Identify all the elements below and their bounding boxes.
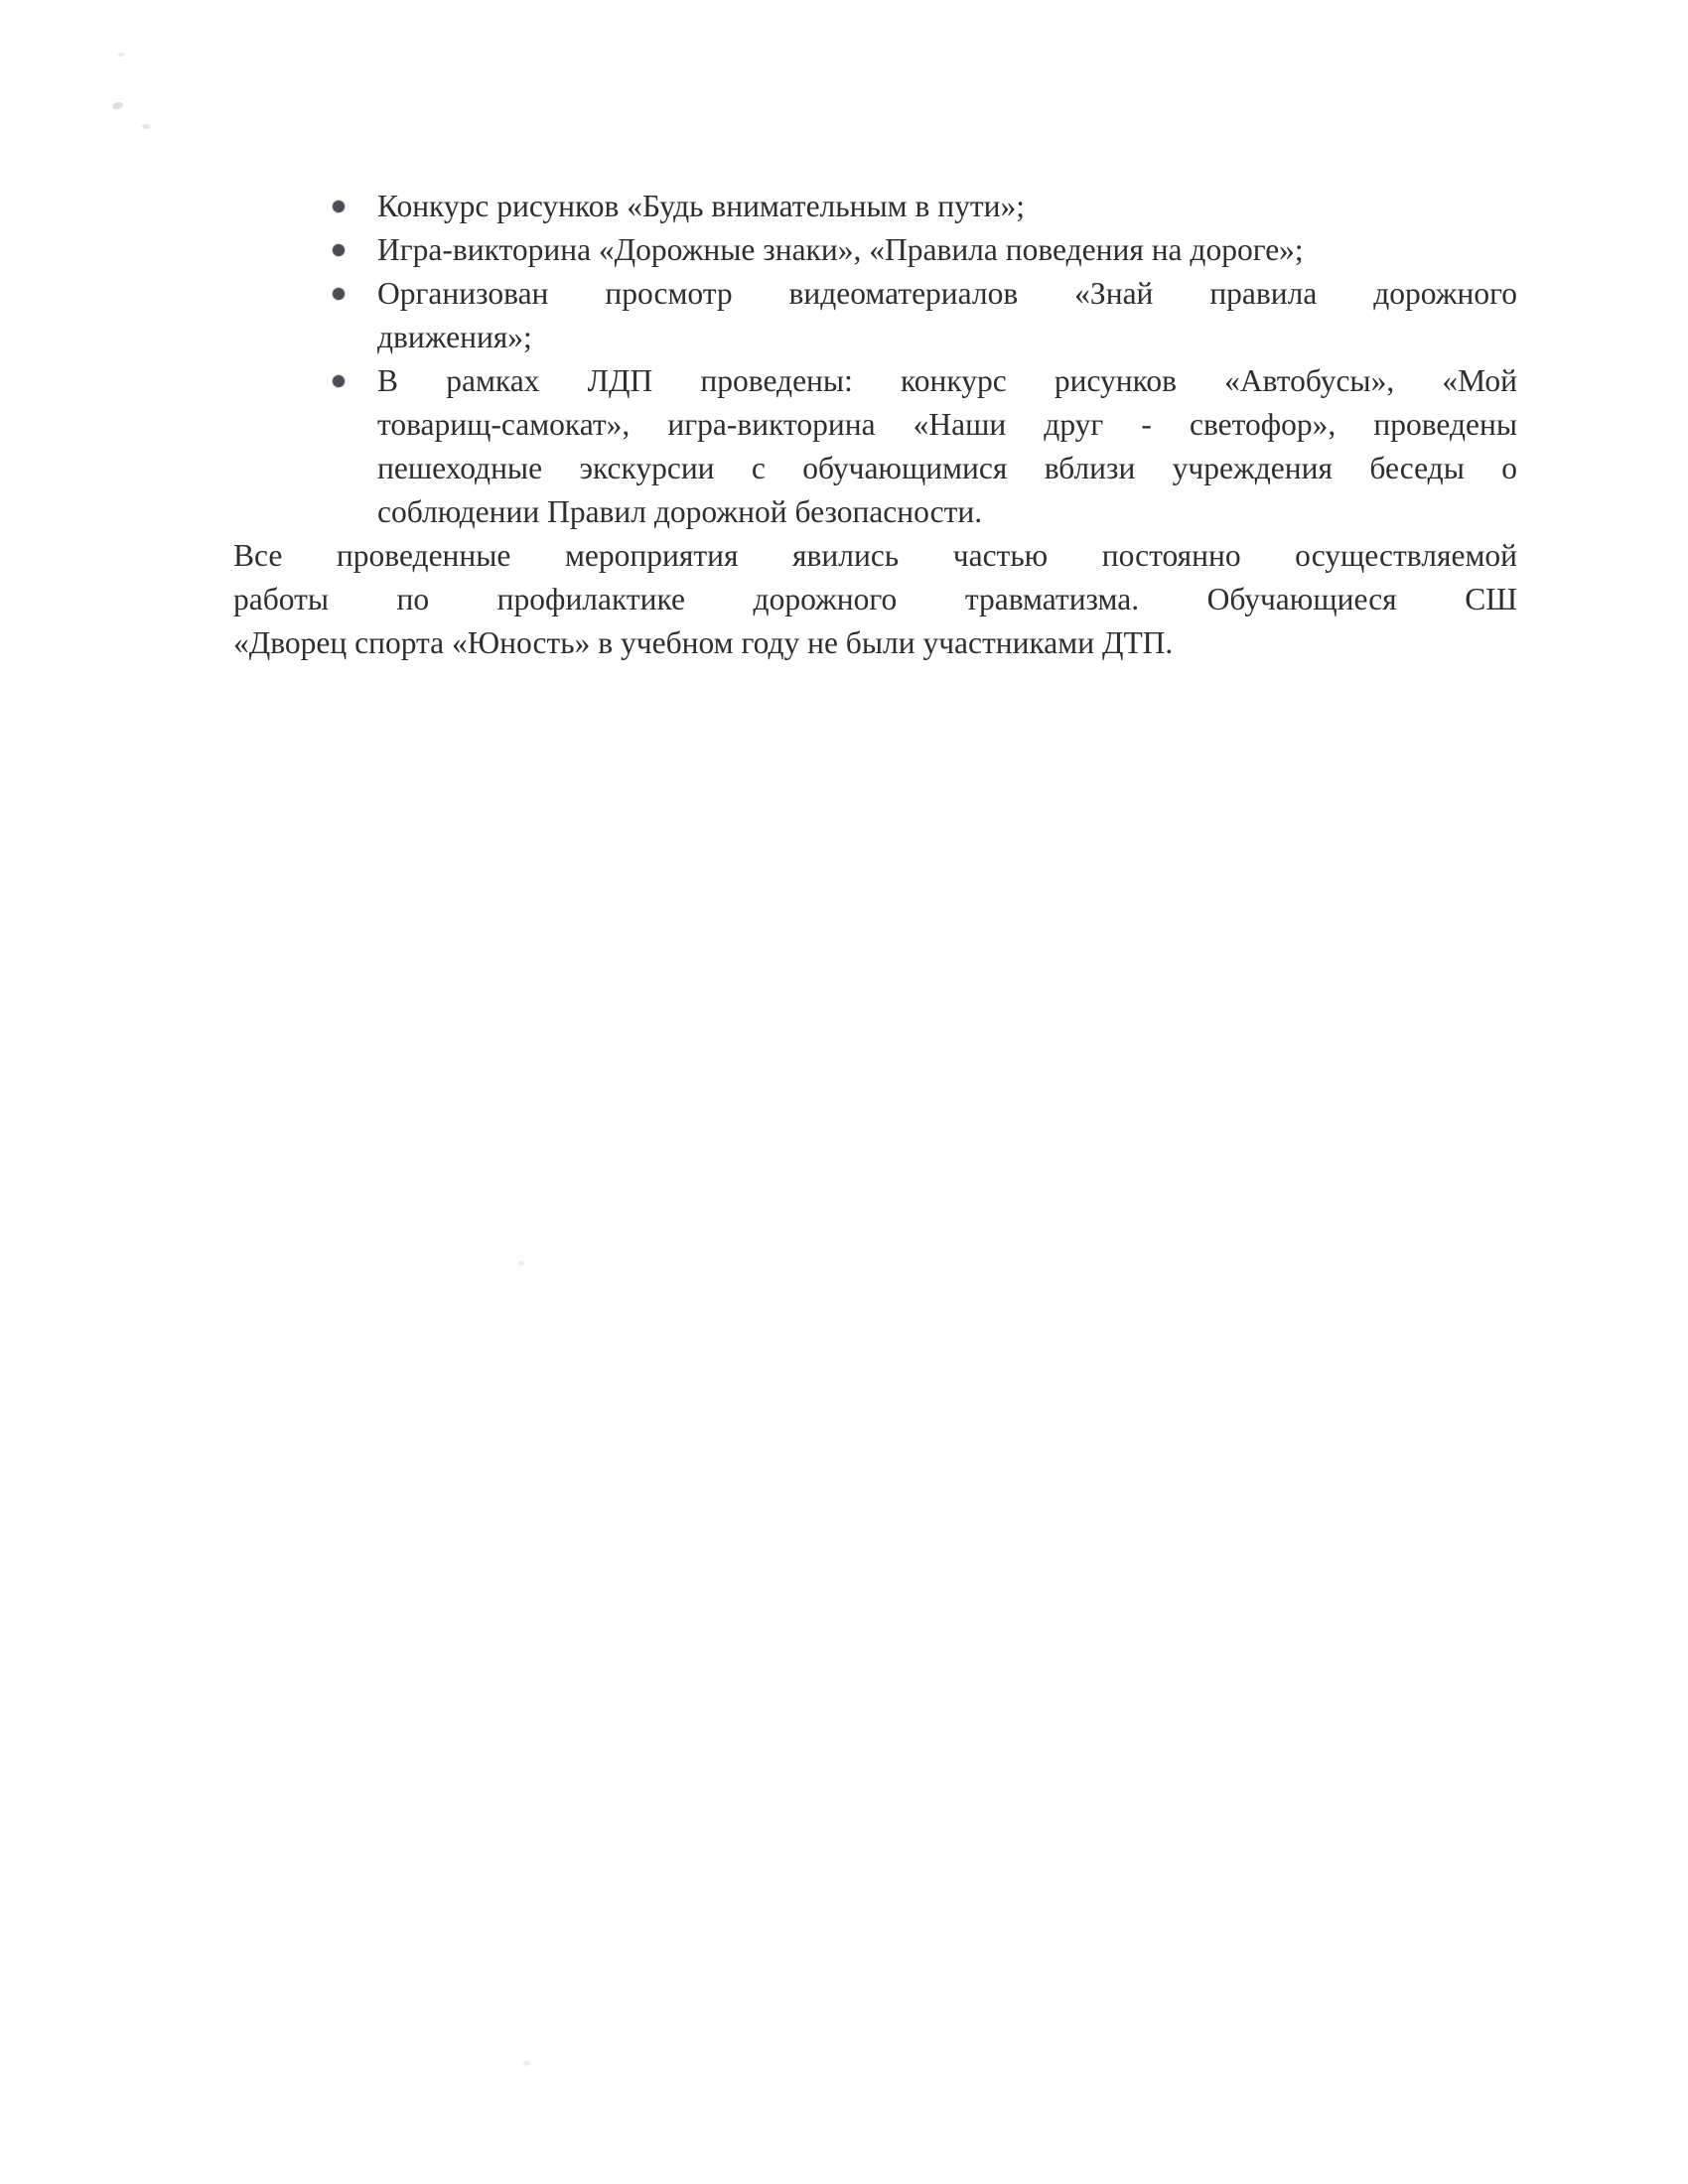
list-item-text: В рамках ЛДП проведены: конкурс рисунков «Автобусы», «Мой (377, 363, 1517, 398)
bullet-icon (333, 201, 345, 212)
paragraph-text: работы по профилактике дорожного травматизма. Обучающиеся СШ (233, 582, 1517, 616)
list-item-line (233, 359, 1517, 403)
paragraph-text: «Дворец спорта «Юность» в учебном году не были участниками ДТП. (233, 625, 1174, 660)
list-item-continuation-line (233, 447, 1517, 490)
list-item-text: Конкурс рисунков «Будь внимательным в пути»; (377, 189, 1025, 223)
document-body (233, 185, 1517, 665)
bullet-icon (333, 375, 345, 387)
scan-speck (518, 1261, 524, 1266)
list-item-line (233, 272, 1517, 316)
list-item-continuation-line (233, 316, 1517, 359)
paragraph-text: Все проведенные мероприятия явились частью постоянно осуществляемой (233, 538, 1517, 573)
paragraph-line (233, 621, 1517, 665)
list-item-continuation-line (233, 490, 1517, 534)
list-item-line (233, 228, 1517, 272)
scan-speck (142, 124, 150, 129)
bullet-icon (333, 244, 345, 256)
scan-speck (111, 101, 123, 111)
list-item-continuation-line (233, 403, 1517, 447)
paragraph-line (233, 578, 1517, 621)
list-item-text: соблюдении Правил дорожной безопасности. (377, 494, 983, 529)
paragraph-line (233, 534, 1517, 578)
scan-speck (523, 2061, 530, 2066)
scan-speck (118, 53, 124, 57)
list-item-text: Организован просмотр видеоматериалов «Знай правила дорожного (377, 276, 1517, 311)
list-item-text: движения»; (377, 320, 532, 354)
list-item-line (233, 185, 1517, 228)
list-item-text: товарищ-самокат», игра-викторина «Наши друг - светофор», проведены (377, 407, 1517, 442)
list-item-text: Игра-викторина «Дорожные знаки», «Правила поведения на дороге»; (377, 232, 1304, 267)
bullet-icon (333, 288, 345, 300)
list-item-text: пешеходные экскурсии с обучающимися вблизи учреждения беседы о (377, 451, 1517, 485)
